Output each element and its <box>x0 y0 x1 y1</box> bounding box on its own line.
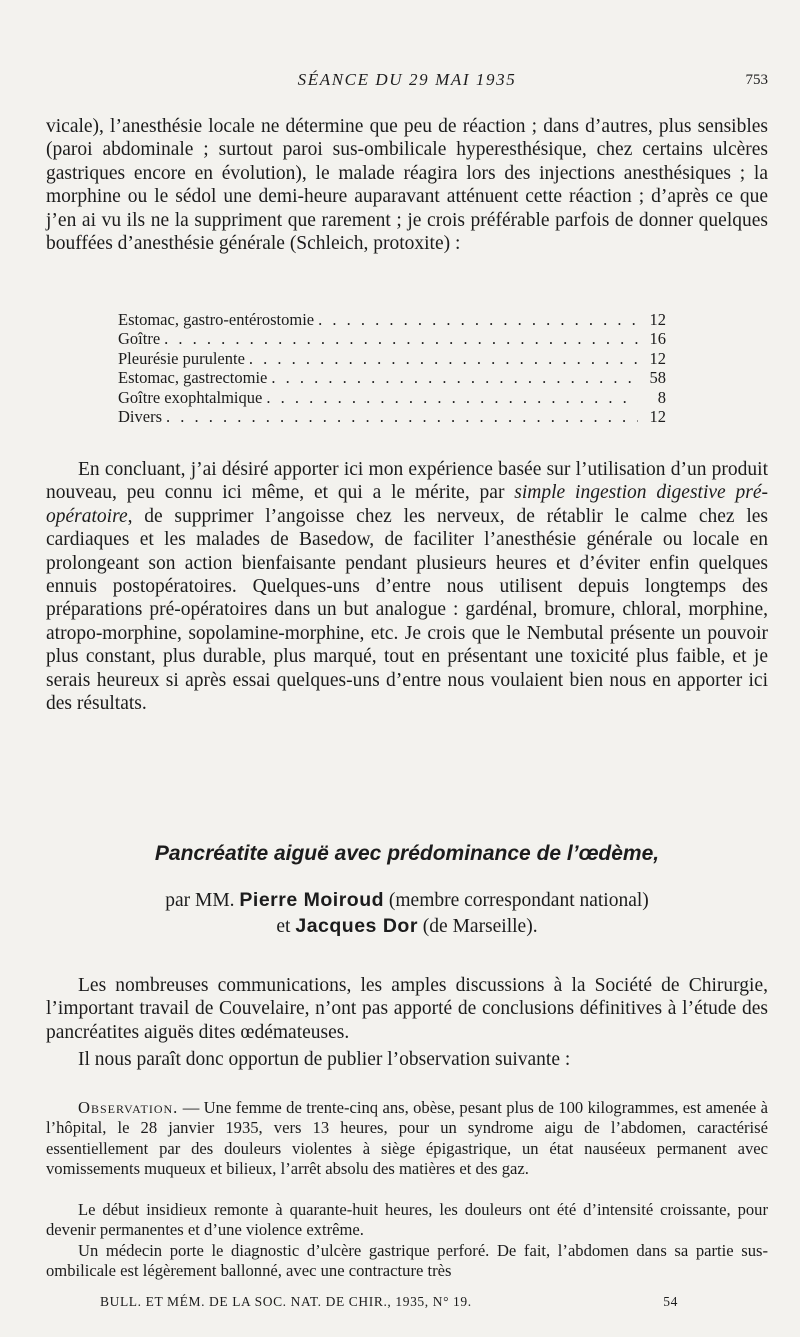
conclusion-rest: , de supprimer l’angoisse chez les nerveux, de rétablir le calme chez les cardiaques et les malades de Basedow, de faciliter l’anesthésie générale ou locale en prolongeant son action bienfaisante pendant plusieurs heures et d’éviter enfin quelques ennuis postopératoires. Quelques-uns d’entre nous utilisent depuis longtemps des préparations pré-opératoires dans un but analogue : gardénal, bromure, chloral, morphine, atropo-morphine, sopolamine-morphine, etc. Je crois que le Nembutal présente un pouvoir plus constant, plus durable, plus marqué, tout en présentant une toxicité plus faible, et je serais heureux si après essai quelques-uns d’entre nous voulaient bien nous en apporter ici des résultats. <box>46 505 768 715</box>
body-paragraph: Les nombreuses communications, les amples discussions à la Société de Chirurgie, l’important travail de Couvelaire, n’ont pas apporté de conclusions définitives à l’étude des pancréatites aiguës dites œdémateuses. <box>46 975 768 1043</box>
stat-value: 12 <box>649 407 666 427</box>
stat-row <box>118 407 666 426</box>
stat-value: 8 <box>657 387 666 407</box>
conclusion-emphasis: simple ingestion digestive pré-opératoire <box>46 482 768 527</box>
stat-label: Goître exophtalmique <box>118 387 263 407</box>
stat-value: 12 <box>649 310 666 329</box>
leader-dots <box>262 388 638 407</box>
stat-label: Goître <box>118 329 161 349</box>
conclusion-paragraph <box>46 458 768 715</box>
stat-value: 16 <box>649 329 666 349</box>
observation-paragraph: Un médecin porte le diagnostic d’ulcère gastrique perforé. De fait, l’abdomen dans sa partie sus-ombilicale est légèrement ballonné, avec une contracture très <box>46 1241 768 1281</box>
journal-reference: BULL. ET MÉM. DE LA SOC. NAT. DE CHIR., 1935, N° 19. <box>100 1294 472 1309</box>
stat-row <box>118 368 666 387</box>
byline-line-2 <box>46 914 768 940</box>
author-name: Pierre Moiroud <box>239 889 385 911</box>
byline-prefix: par MM. <box>165 890 235 911</box>
observation-paragraph <box>46 1098 768 1179</box>
byline-line-1 <box>46 888 768 914</box>
stat-value: 12 <box>649 348 666 368</box>
leader-dots <box>162 407 638 426</box>
author-name: Jacques Dor <box>295 914 418 937</box>
byline <box>46 888 768 939</box>
author-affiliation: (membre correspondant national) <box>388 890 649 911</box>
observation-text: — Une femme de trente-cinq ans, obèse, pesant plus de 100 kilogrammes, est amenée à l’hôpital, le 28 janvier 1935, vers 13 heures, pour un syndrome aigu de l’abdomen, caractérisé essentiellement par des douleurs violentes à siège épigastrique, un état nauséeux permanent avec vomissements muqueux et bilieux, l’arrêt absolu des matières et des gaz. <box>46 1098 768 1178</box>
conclusion-lead: En concluant, j’ai désiré apporter ici mon expérience basée sur l’utilisation d’un produit nouveau, peu connu ici même, et qui a le mérite, par <box>46 459 768 504</box>
stat-label: Estomac, gastrectomie <box>118 368 268 388</box>
stat-row <box>118 310 666 329</box>
page-number: 753 <box>745 72 768 88</box>
stat-value: 58 <box>649 368 666 388</box>
stat-label: Divers <box>118 407 162 427</box>
statistics-list <box>118 310 666 426</box>
running-title: SÉANCE DU 29 MAI 1935 <box>297 70 517 89</box>
stat-row <box>118 388 666 407</box>
stat-label: Pleurésie purulente <box>118 348 245 368</box>
observation-label: Observation. <box>78 1098 179 1117</box>
leader-dots <box>245 349 638 368</box>
article-title: Pancréatite aiguë avec prédominance de l’œdème, <box>154 842 660 865</box>
body-paragraph: Il nous paraît donc opportun de publier l’observation suivante : <box>78 1049 571 1070</box>
observation-paragraph: Le début insidieux remonte à quarante-huit heures, les douleurs ont été d’intensité croissante, pour devenir permanentes et d’une violence extrême. <box>46 1200 768 1240</box>
stat-row <box>118 329 666 348</box>
author-affiliation: (de Marseille). <box>422 915 538 937</box>
intro-paragraph: vicale), l’anesthésie locale ne détermine que peu de réaction ; dans d’autres, plus sensibles (paroi abdominale ; surtout paroi sus-ombilicale hyperesthésique, chez certains ulcères gastriques encore en évolution), le malade réagira lors des injections anesthésiques ; la morphine ou le sédol une demi-heure auparavant atténuent cette réaction ; d’après ce que j’en ai vu ils ne la suppriment que rarement ; je crois préférable parfois de donner quelques bouffées d’anesthésie générale (Schleich, protoxite) : <box>46 116 768 255</box>
leader-dots <box>160 329 638 348</box>
leader-dots <box>267 368 638 387</box>
running-header <box>46 70 768 94</box>
signature-mark: 54 <box>663 1294 678 1309</box>
stat-label: Estomac, gastro-entérostomie <box>118 310 315 329</box>
stat-row <box>118 349 666 368</box>
byline-conjunction: et <box>276 915 291 937</box>
leader-dots <box>314 310 638 329</box>
